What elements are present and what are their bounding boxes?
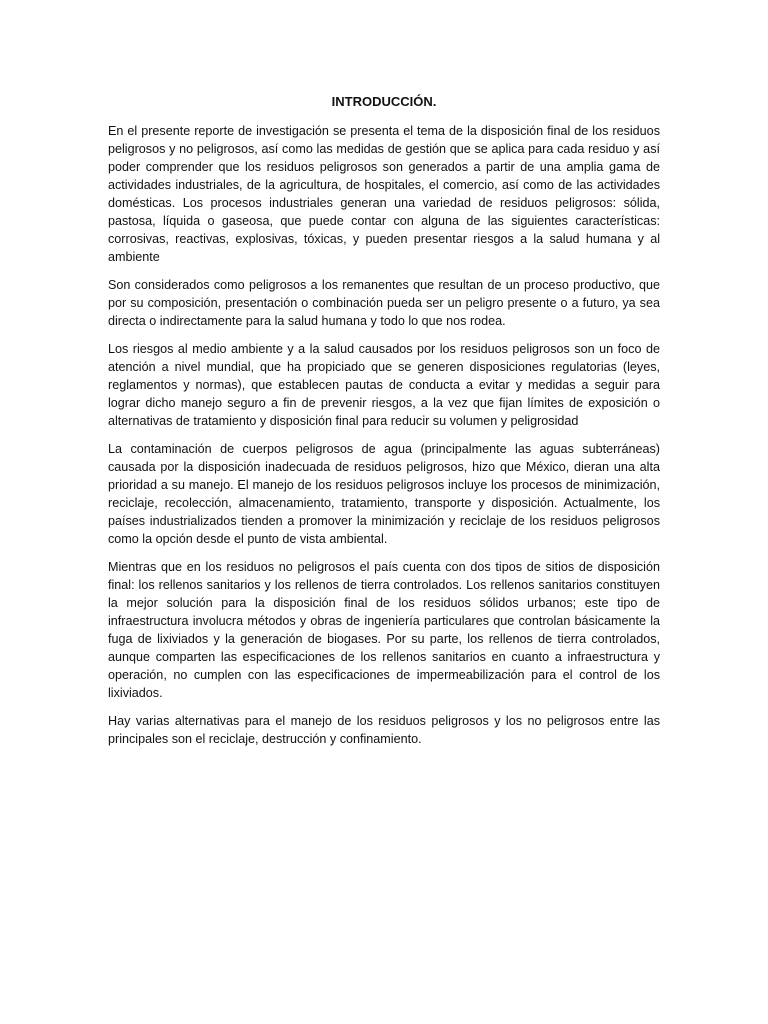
paragraph-2: Son considerados como peligrosos a los remanentes que resultan de un proceso productivo, que por su composición, presentación o combinación pueda ser un peligro presente o a futuro, ya sea directa o indirectamente para la salud humana y todo lo que nos rodea. xyxy=(108,278,660,328)
paragraph-6: Hay varias alternativas para el manejo de los residuos peligrosos y los no peligrosos entre las principales son el reciclaje, destrucción y confinamiento. xyxy=(108,714,660,746)
paragraph-4: La contaminación de cuerpos peligrosos de agua (principalmente las aguas subterráneas) causada por la disposición inadecuada de residuos peligrosos, hizo que México, dieran una alta prioridad a su manejo. El manejo de los residuos peligrosos incluye los procesos de minimización, reciclaje, recolección, almacenamiento, tratamiento, transporte y disposición. Actualmente, los países industrializados tienden a promover la minimización y reciclaje de los residuos peligrosos como la opción desde el punto de vista ambiental. xyxy=(108,442,660,546)
paragraph-3: Los riesgos al medio ambiente y a la salud causados por los residuos peligrosos son un foco de atención a nivel mundial, que ha propiciado que se generen disposiciones regulatorias (leyes, reglamentos y normas), que establecen pautas de conducta a evitar y medidas a seguir para lograr dicho manejo seguro a fin de prevenir riesgos, a la vez que fijan límites de exposición o alternativas de tratamiento y disposición final para reducir su volumen y peligrosidad xyxy=(108,342,660,428)
paragraph-1: En el presente reporte de investigación se presenta el tema de la disposición final de los residuos peligrosos y no peligrosos, así como las medidas de gestión que se aplica para cada residuo y así poder comprender que los residuos peligrosos son generados a partir de una amplia gama de actividades industriales, de la agricultura, de hospitales, el comercio, así como de las actividades domésticas. Los procesos industriales generan una variedad de residuos peligrosos: sólida, pastosa, líquida o gaseosa, que puede contar con alguna de las siguientes características: corrosivas, reactivas, explosivas, tóxicas, y pueden presentar riesgos a la salud humana y al ambiente xyxy=(108,124,660,264)
paragraph-5: Mientras que en los residuos no peligrosos el país cuenta con dos tipos de sitios de disposición final: los rellenos sanitarios y los rellenos de tierra controlados. Los rellenos sanitarios constituyen la mejor solución para la disposición final de los residuos sólidos urbanos; este tipo de infraestructura involucra métodos y obras de ingeniería particulares que controlan básicamente la fuga de lixiviados y la generación de biogases. Por su parte, los rellenos de tierra controlados, aunque comparten las especificaciones de los rellenos sanitarios en cuanto a infraestructura y operación, no cumplen con las especificaciones de impermeabilización para el control de los lixiviados. xyxy=(108,560,660,700)
document-title: INTRODUCCIÓN. xyxy=(331,94,437,109)
document-page xyxy=(108,93,660,758)
